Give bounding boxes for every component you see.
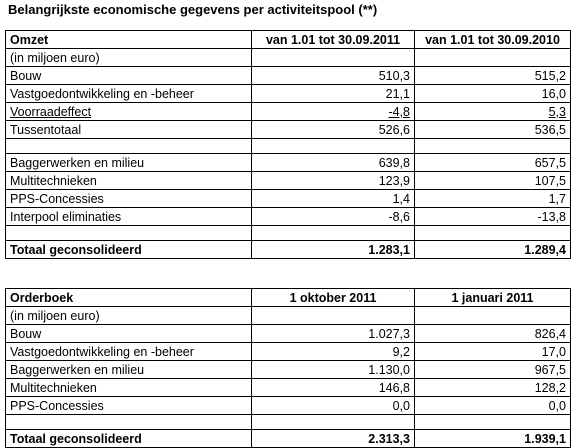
- value-2010: 536,5: [415, 121, 571, 139]
- row-label: Vastgoedontwikkeling en -beheer: [6, 85, 252, 103]
- table-header-row: [6, 289, 571, 307]
- value-2011: 123,9: [252, 172, 415, 190]
- value-jan-2011: 967,5: [415, 361, 571, 379]
- value-2010: 107,5: [415, 172, 571, 190]
- value-2011: 639,8: [252, 154, 415, 172]
- row-label: Multitechnieken: [6, 172, 252, 190]
- omzet-header-period-2010: van 1.01 tot 30.09.2010: [415, 31, 571, 49]
- total-label: Totaal geconsolideerd: [6, 241, 252, 259]
- total-value-oct-2011: 2.313,3: [252, 430, 415, 448]
- unit-label: (in miljoen euro): [6, 49, 252, 67]
- row-label: Baggerwerken en milieu: [6, 154, 252, 172]
- value-oct-2011: 146,8: [252, 379, 415, 397]
- total-value-2011: 1.283,1: [252, 241, 415, 259]
- empty-cell: [6, 139, 252, 154]
- omzet-header-label: Omzet: [6, 31, 252, 49]
- value-2010: 657,5: [415, 154, 571, 172]
- row-label: PPS-Concessies: [6, 397, 252, 415]
- row-label: Bouw: [6, 325, 252, 343]
- value-2010: 5,3: [415, 103, 571, 121]
- spacer-row: [6, 415, 571, 430]
- value-2011: 1,4: [252, 190, 415, 208]
- value-2011: 21,1: [252, 85, 415, 103]
- row-label: Voorraadeffect: [6, 103, 252, 121]
- row-label: PPS-Concessies: [6, 190, 252, 208]
- orderboek-header-label: Orderboek: [6, 289, 252, 307]
- omzet-header-period-2011: van 1.01 tot 30.09.2011: [252, 31, 415, 49]
- value-jan-2011: 826,4: [415, 325, 571, 343]
- row-label: Baggerwerken en milieu: [6, 361, 252, 379]
- empty-cell: [252, 307, 415, 325]
- empty-cell: [415, 226, 571, 241]
- table-row: [6, 103, 571, 121]
- unit-row: [6, 49, 571, 67]
- empty-cell: [252, 49, 415, 67]
- value-oct-2011: 1.027,3: [252, 325, 415, 343]
- table-row: [6, 343, 571, 361]
- value-2010: 515,2: [415, 67, 571, 85]
- total-value-jan-2011: 1.939,1: [415, 430, 571, 448]
- table-row: [6, 172, 571, 190]
- table-row: [6, 397, 571, 415]
- value-2010: 16,0: [415, 85, 571, 103]
- value-jan-2011: 17,0: [415, 343, 571, 361]
- table-row: [6, 67, 571, 85]
- empty-cell: [252, 226, 415, 241]
- spacer-row: [6, 226, 571, 241]
- value-2011: -4,8: [252, 103, 415, 121]
- table-row: [6, 208, 571, 226]
- empty-cell: [415, 49, 571, 67]
- row-label: Vastgoedontwikkeling en -beheer: [6, 343, 252, 361]
- unit-row: [6, 307, 571, 325]
- subtotal-row: [6, 121, 571, 139]
- value-2011: -8,6: [252, 208, 415, 226]
- value-2011: 526,6: [252, 121, 415, 139]
- orderboek-table: [5, 288, 571, 448]
- value-2010: -13,8: [415, 208, 571, 226]
- document-title: Belangrijkste economische gegevens per activiteitspool (**): [8, 2, 378, 17]
- row-label: Interpool eliminaties: [6, 208, 252, 226]
- value-jan-2011: 128,2: [415, 379, 571, 397]
- total-value-2010: 1.289,4: [415, 241, 571, 259]
- total-row: [6, 241, 571, 259]
- empty-cell: [415, 139, 571, 154]
- row-label: Tussentotaal: [6, 121, 252, 139]
- empty-cell: [415, 307, 571, 325]
- orderboek-header-jan-2011: 1 januari 2011: [415, 289, 571, 307]
- empty-cell: [6, 226, 252, 241]
- empty-cell: [252, 139, 415, 154]
- row-label: Bouw: [6, 67, 252, 85]
- table-row: [6, 190, 571, 208]
- value-oct-2011: 1.130,0: [252, 361, 415, 379]
- value-2010: 1,7: [415, 190, 571, 208]
- value-2011: 510,3: [252, 67, 415, 85]
- value-jan-2011: 0,0: [415, 397, 571, 415]
- table-row: [6, 379, 571, 397]
- value-oct-2011: 0,0: [252, 397, 415, 415]
- total-label: Totaal geconsolideerd: [6, 430, 252, 448]
- table-row: [6, 325, 571, 343]
- spacer-row: [6, 139, 571, 154]
- unit-label: (in miljoen euro): [6, 307, 252, 325]
- value-oct-2011: 9,2: [252, 343, 415, 361]
- orderboek-header-oct-2011: 1 oktober 2011: [252, 289, 415, 307]
- table-row: [6, 154, 571, 172]
- empty-cell: [415, 415, 571, 430]
- table-row: [6, 361, 571, 379]
- omzet-table: [5, 30, 571, 259]
- empty-cell: [6, 415, 252, 430]
- table-row: [6, 85, 571, 103]
- row-label: Multitechnieken: [6, 379, 252, 397]
- empty-cell: [252, 415, 415, 430]
- table-header-row: [6, 31, 571, 49]
